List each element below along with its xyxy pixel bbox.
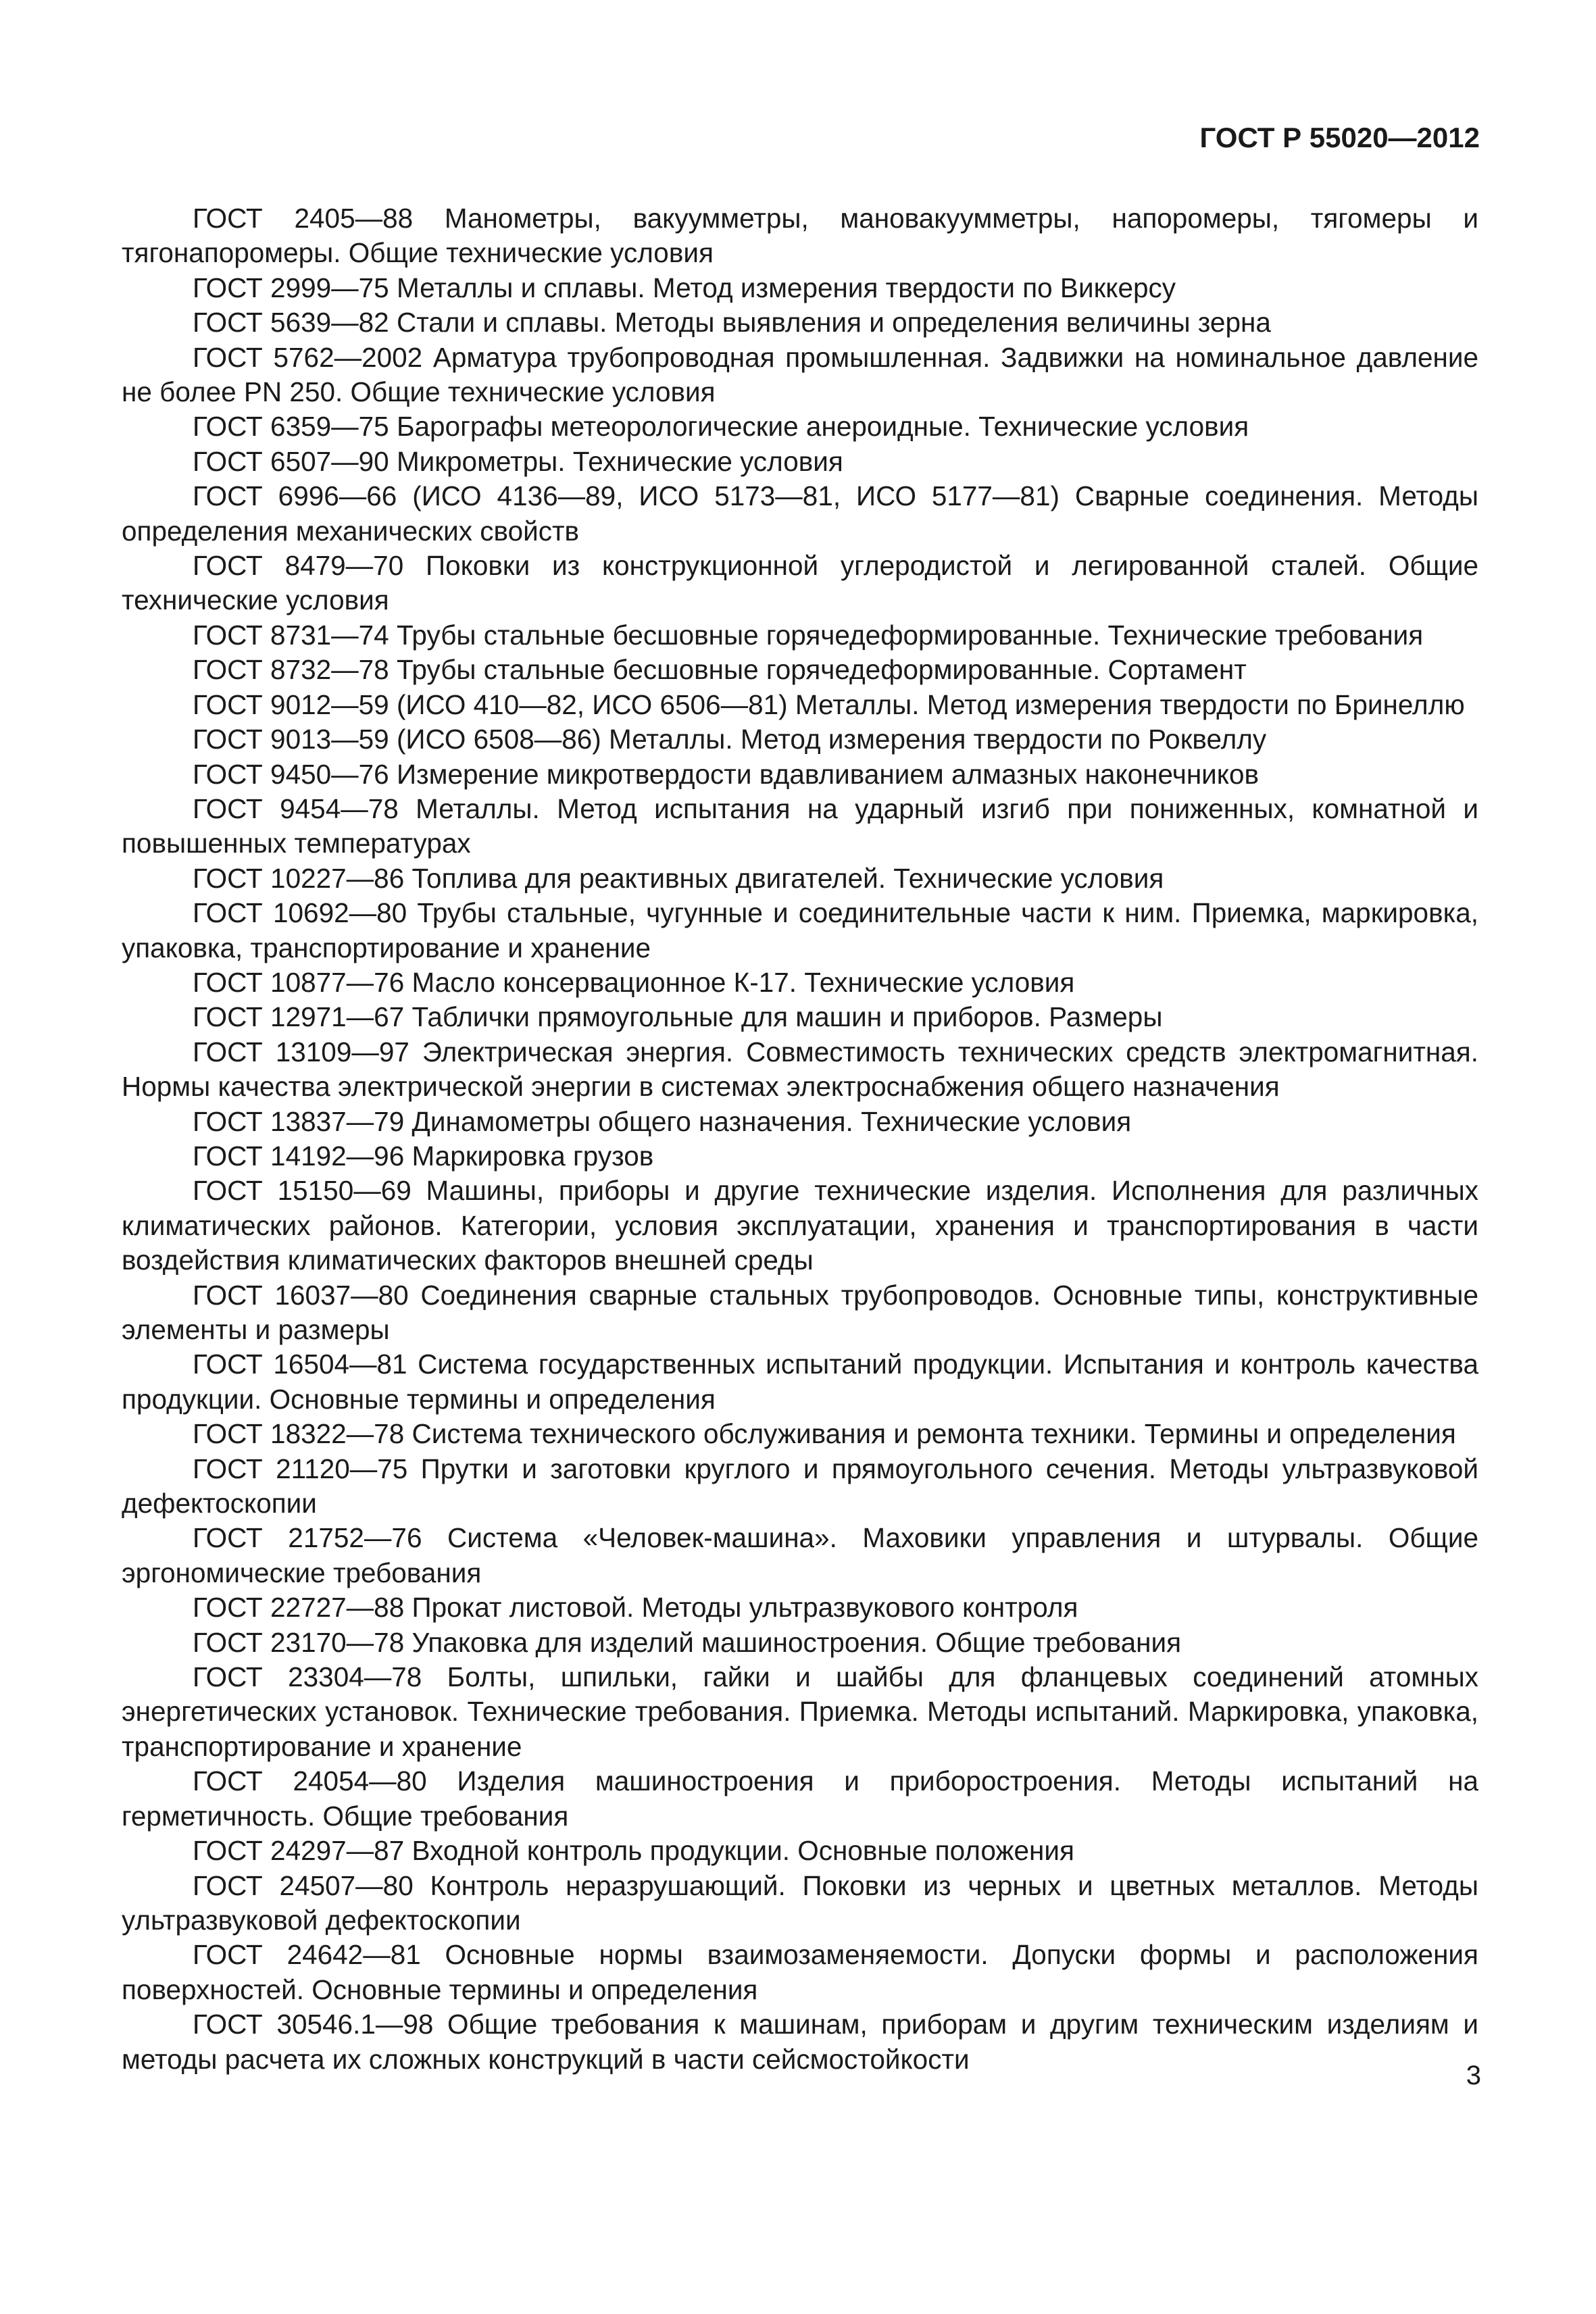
reference-item: ГОСТ 14192—96 Маркировка грузов: [193, 1140, 654, 1172]
reference-item: ГОСТ 21120—75 Прутки и заготовки круглого и прямоугольного сечения. Методы ультразвуковой дефектоскопии: [122, 1453, 1478, 1519]
reference-item: ГОСТ 12971—67 Таблички прямоугольные для машин и приборов. Размеры: [193, 1001, 1163, 1033]
reference-item: ГОСТ 2405—88 Манометры, вакуумметры, мановакуумметры, напоромеры, тягомеры и тягонапоромеры. Общие технические условия: [122, 203, 1478, 269]
reference-item: ГОСТ 5639—82 Стали и сплавы. Методы выявления и определения величины зерна: [193, 307, 1271, 338]
reference-item: ГОСТ 30546.1—98 Общие требования к машинам, приборам и другим техническим изделиям и методы расчета их сложных конструкций в части сейсмостойкости: [122, 2009, 1478, 2075]
page-number: 3: [1466, 2061, 1481, 2090]
reference-item: ГОСТ 16037—80 Соединения сварные стальных трубопроводов. Основные типы, конструктивные элементы и размеры: [122, 1279, 1478, 1345]
reference-item: ГОСТ 24642—81 Основные нормы взаимозаменяемости. Допуски формы и расположения поверхностей. Основные термины и определения: [122, 1939, 1478, 2005]
reference-item: ГОСТ 24054—80 Изделия машиностроения и приборостроения. Методы испытаний на герметичность. Общие требования: [122, 1765, 1478, 1832]
reference-item: ГОСТ 22727—88 Прокат листовой. Методы ультразвукового контроля: [193, 1592, 1078, 1624]
reference-item: ГОСТ 24297—87 Входной контроль продукции. Основные положения: [193, 1835, 1074, 1867]
reference-item: ГОСТ 6507—90 Микрометры. Технические условия: [193, 445, 843, 477]
reference-item: ГОСТ 10692—80 Трубы стальные, чугунные и соединительные части к ним. Приемка, маркировка, упаковка, транспортирование и хранение: [122, 897, 1478, 963]
document-header: ГОСТ Р 55020—2012: [1199, 122, 1480, 153]
reference-item: ГОСТ 18322—78 Система технического обслуживания и ремонта техники. Термины и определения: [193, 1418, 1456, 1450]
reference-item: ГОСТ 9454—78 Металлы. Метод испытания на ударный изгиб при пониженных, комнатной и повышенных температурах: [122, 793, 1478, 859]
reference-item: ГОСТ 8731—74 Трубы стальные бесшовные горячедеформированные. Технические требования: [193, 619, 1424, 651]
reference-item: ГОСТ 6359—75 Барографы метеорологические анероидные. Технические условия: [193, 411, 1249, 443]
reference-item: ГОСТ 10877—76 Масло консервационное К-17. Технические условия: [193, 966, 1075, 998]
reference-item: ГОСТ 24507—80 Контроль неразрушающий. Поковки из черных и цветных металлов. Методы ультразвуковой дефектоскопии: [122, 1869, 1478, 1936]
reference-item: ГОСТ 15150—69 Машины, приборы и другие технические изделия. Исполнения для различных климатических районов. Категории, условия эксплуатации, хранения и транспортирования в части воздействия климатических факторов внешней среды: [122, 1175, 1478, 1276]
reference-item: ГОСТ 9013—59 (ИСО 6508—86) Металлы. Метод измерения твердости по Роквеллу: [193, 724, 1267, 755]
reference-item: ГОСТ 13109—97 Электрическая энергия. Совместимость технических средств электромагнитная. Нормы качества электрической энергии в системах электроснабжения общего назначения: [122, 1036, 1478, 1103]
normative-references-list: [122, 201, 1478, 2077]
reference-item: ГОСТ 6996—66 (ИСО 4136—89, ИСО 5173—81, ИСО 5177—81) Сварные соединения. Методы определения механических свойств: [122, 480, 1478, 547]
reference-item: ГОСТ 23170—78 Упаковка для изделий машиностроения. Общие требования: [193, 1626, 1182, 1658]
reference-item: ГОСТ 21752—76 Система «Человек-машина». Маховики управления и штурвалы. Общие эргономические требования: [122, 1522, 1478, 1588]
reference-item: ГОСТ 23304—78 Болты, шпильки, гайки и шайбы для фланцевых соединений атомных энергетических установок. Технические требования. Приемка. Методы испытаний. Маркировка, упаковка, транспортирование и хранение: [122, 1661, 1478, 1762]
reference-item: ГОСТ 8732—78 Трубы стальные бесшовные горячедеформированные. Сортамент: [193, 654, 1247, 686]
reference-item: ГОСТ 9450—76 Измерение микротвердости вдавливанием алмазных наконечников: [193, 758, 1260, 790]
reference-item: ГОСТ 13837—79 Динамометры общего назначения. Технические условия: [193, 1105, 1132, 1137]
reference-item: ГОСТ 16504—81 Система государственных испытаний продукции. Испытания и контроль качества продукции. Основные термины и определения: [122, 1349, 1478, 1415]
reference-item: ГОСТ 9012—59 (ИСО 410—82, ИСО 6506—81) Металлы. Метод измерения твердости по Бринеллю: [193, 688, 1465, 720]
reference-item: ГОСТ 8479—70 Поковки из конструкционной углеродистой и легированной сталей. Общие технические условия: [122, 550, 1478, 616]
reference-item: ГОСТ 5762—2002 Арматура трубопроводная промышленная. Задвижки на номинальное давление не более PN 250. Общие технические условия: [122, 341, 1478, 408]
reference-item: ГОСТ 2999—75 Металлы и сплавы. Метод измерения твердости по Виккерсу: [193, 272, 1176, 303]
reference-item: ГОСТ 10227—86 Топлива для реактивных двигателей. Технические условия: [193, 862, 1164, 894]
